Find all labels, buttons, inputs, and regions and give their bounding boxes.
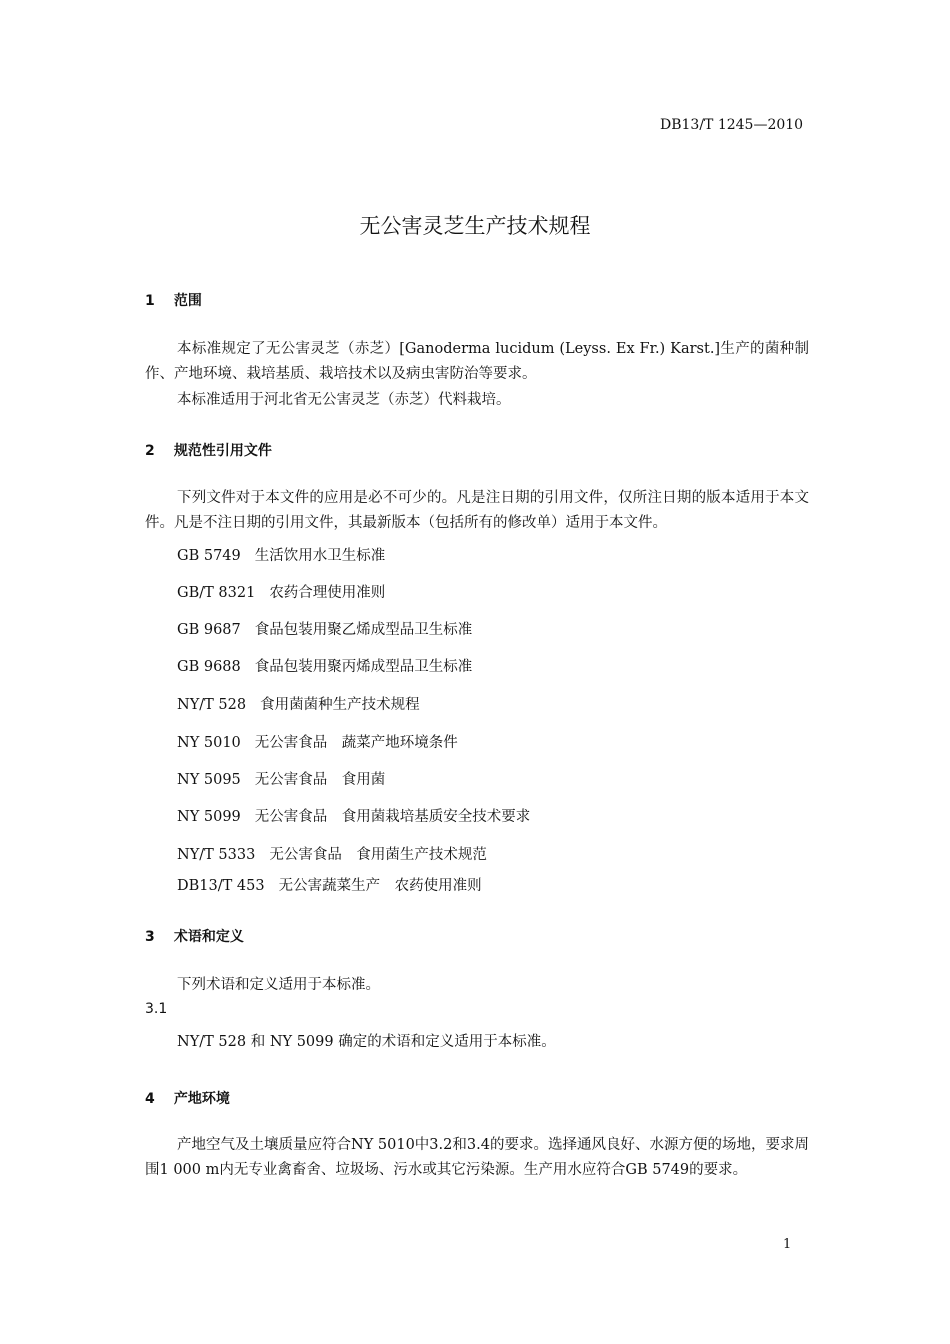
section-4-heading bbox=[145, 1088, 230, 1108]
reference-code: NY/T 5333 bbox=[177, 847, 256, 863]
section-title: 术语和定义 bbox=[173, 929, 244, 945]
document-code: DB13/T 1245—2010 bbox=[660, 117, 804, 133]
reference-item bbox=[177, 655, 472, 676]
reference-code: NY 5099 bbox=[177, 809, 241, 825]
reference-item bbox=[177, 731, 458, 752]
reference-code: NY/T 528 bbox=[177, 697, 247, 713]
reference-code: GB 9687 bbox=[177, 622, 241, 638]
subsection-text: NY/T 528 和 NY 5099 确定的术语和定义适用于本标准。 bbox=[177, 1034, 556, 1050]
reference-code: NY 5010 bbox=[177, 735, 241, 751]
reference-item bbox=[177, 768, 385, 789]
reference-item bbox=[177, 618, 472, 639]
reference-code: GB 9688 bbox=[177, 659, 241, 675]
section-title: 产地环境 bbox=[173, 1091, 230, 1107]
reference-title: 食品包装用聚乙烯成型品卫生标准 bbox=[254, 622, 473, 638]
page-number: 1 bbox=[783, 1237, 792, 1252]
section-1-paragraph-1: 本标准规定了无公害灵芝（赤芝）[Ganoderma lucidum (Leyss. Ex Fr.) Karst.]生产的菌种制作、产地环境、栽培基质、栽培技术以及病虫害防治等要求。 bbox=[145, 341, 809, 382]
subsection-number: 3.1 bbox=[145, 1001, 168, 1017]
section-number: 3 bbox=[145, 929, 155, 945]
reference-title: 无公害食品 蔬菜产地环境条件 bbox=[254, 735, 458, 751]
section-2-heading bbox=[145, 440, 272, 460]
section-2-intro: 下列文件对于本文件的应用是必不可少的。凡是注日期的引用文件，仅所注日期的版本适用于本文件。凡是不注日期的引用文件，其最新版本（包括所有的修改单）适用于本文件。 bbox=[145, 490, 809, 531]
reference-title: 无公害食品 食用菌生产技术规范 bbox=[269, 847, 487, 863]
reference-item bbox=[177, 805, 530, 826]
section-1-heading bbox=[145, 290, 202, 310]
reference-title: 生活饮用水卫生标准 bbox=[254, 548, 386, 564]
reference-title: 食品包装用聚丙烯成型品卫生标准 bbox=[254, 659, 473, 675]
reference-title: 农药合理使用准则 bbox=[269, 585, 386, 601]
reference-item bbox=[177, 874, 482, 895]
section-1-paragraph-2: 本标准适用于河北省无公害灵芝（赤芝）代料栽培。 bbox=[177, 392, 511, 408]
section-3-heading bbox=[145, 926, 244, 946]
section-title: 范围 bbox=[173, 293, 202, 309]
reference-title: 无公害蔬菜生产 农药使用准则 bbox=[278, 878, 482, 894]
section-title: 规范性引用文件 bbox=[173, 443, 272, 459]
reference-item bbox=[177, 581, 385, 602]
section-number: 1 bbox=[145, 293, 155, 309]
reference-title: 无公害食品 食用菌 bbox=[254, 772, 386, 788]
reference-code: GB/T 8321 bbox=[177, 585, 256, 601]
section-number: 2 bbox=[145, 443, 155, 459]
reference-item bbox=[177, 544, 385, 565]
reference-item bbox=[177, 693, 420, 714]
reference-item bbox=[177, 843, 487, 864]
section-number: 4 bbox=[145, 1091, 155, 1107]
reference-title: 食用菌菌种生产技术规程 bbox=[260, 697, 420, 713]
reference-code: NY 5095 bbox=[177, 772, 241, 788]
reference-title: 无公害食品 食用菌栽培基质安全技术要求 bbox=[254, 809, 531, 825]
reference-code: DB13/T 453 bbox=[177, 878, 265, 894]
section-4-paragraph-1: 产地空气及土壤质量应符合NY 5010中3.2和3.4的要求。选择通风良好、水源方便的场地，要求周围1 000 m内无专业禽畜舍、垃圾场、污水或其它污染源。生产用水应符合GB 5749的要求。 bbox=[145, 1137, 809, 1178]
section-3-intro: 下列术语和定义适用于本标准。 bbox=[177, 977, 380, 993]
reference-code: GB 5749 bbox=[177, 548, 241, 564]
document-title: 无公害灵芝生产技术规程 bbox=[359, 214, 591, 238]
